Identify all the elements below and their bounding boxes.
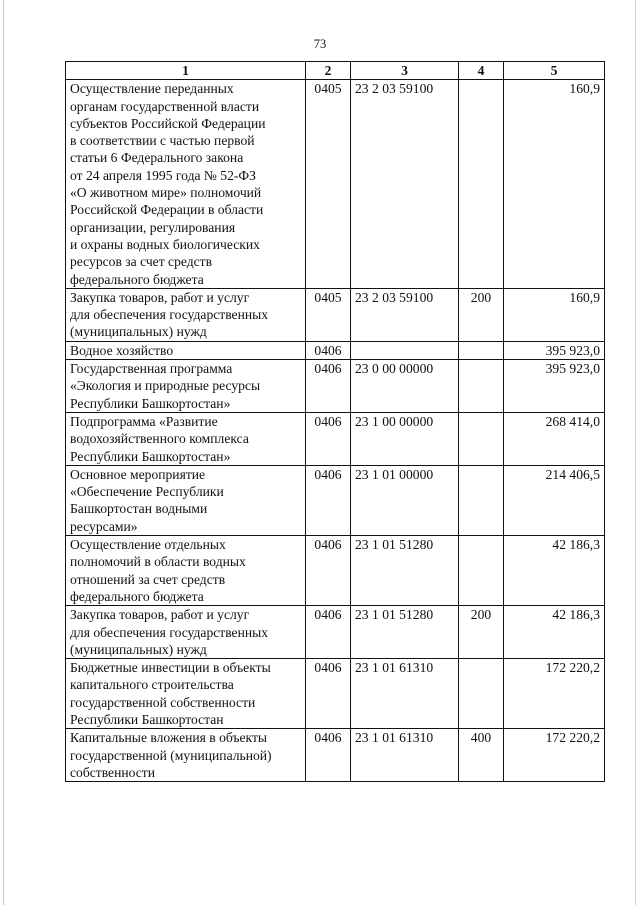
row-name-line: собственности [70,764,156,780]
header-col-name: 1 [66,62,306,80]
row-amount: 214 406,5 [504,465,605,535]
row-name-line: федерального бюджета [70,271,204,287]
row-name-line: капитального строительства [70,677,234,693]
row-name-line: ресурсами» [70,518,138,534]
row-name-line: Осуществление переданных [70,81,234,97]
row-name-line: Осуществление отдельных [70,537,226,553]
row-target-article: 23 1 01 61310 [351,659,459,729]
row-name-line: Закупка товаров, работ и услуг [70,607,250,623]
scan-edge-left [3,0,4,905]
table-row [66,360,605,413]
row-section-code: 0406 [306,412,351,465]
table-row [66,659,605,729]
row-name-line: Башкортостан водными [70,501,208,517]
table-row [66,80,605,289]
row-name-line: (муниципальных) нужд [70,324,207,340]
row-section-code: 0406 [306,536,351,606]
row-name-line: водохозяйственного комплекса [70,431,249,447]
row-name-line: «Обеспечение Республики [70,484,224,500]
row-section-code: 0405 [306,80,351,289]
row-name-line: полномочий в области водных [70,554,246,570]
row-target-article: 23 1 01 00000 [351,465,459,535]
row-expense-type: 200 [459,606,504,659]
page-number: 73 [313,37,327,51]
row-expense-type [459,465,504,535]
row-section-code: 0406 [306,360,351,413]
row-name-line: Республики Башкортостан» [70,448,231,464]
row-name-line: Капитальные вложения в объекты [70,730,268,746]
row-expense-type: 200 [459,288,504,341]
row-name-line: Республики Башкортостан [70,711,224,727]
row-target-article: 23 1 00 00000 [351,412,459,465]
row-amount: 268 414,0 [504,412,605,465]
row-name-line: «Экология и природные ресурсы [70,378,261,394]
row-name-line: от 24 апреля 1995 года № 52-ФЗ [70,167,256,183]
row-name-line: субъектов Российской Федерации [70,115,266,131]
row-name-line: федерального бюджета [70,588,204,604]
row-name-line: Государственная программа [70,361,233,377]
row-name-line: Республики Башкортостан» [70,395,231,411]
row-name [66,606,306,659]
row-section-code: 0406 [306,729,351,782]
budget-table [65,61,605,782]
header-col-section: 2 [306,62,351,80]
table-row [66,412,605,465]
row-expense-type [459,341,504,359]
row-name-line: органам государственной власти [70,98,260,114]
row-name [66,412,306,465]
header-col-amount: 5 [504,62,605,80]
row-section-code: 0406 [306,606,351,659]
row-name-line: и охраны водных биологических [70,236,260,252]
row-name-line: для обеспечения государственных [70,624,269,640]
row-name [66,80,306,289]
row-name [66,465,306,535]
row-section-code: 0406 [306,659,351,729]
row-target-article: 23 2 03 59100 [351,80,459,289]
row-name [66,288,306,341]
row-name-line: для обеспечения государственных [70,307,269,323]
row-target-article [351,341,459,359]
row-name-line: ресурсов за счет средств [70,254,213,270]
row-amount: 395 923,0 [504,360,605,413]
row-amount: 160,9 [504,288,605,341]
row-target-article: 23 1 01 51280 [351,536,459,606]
row-amount: 160,9 [504,80,605,289]
row-name [66,341,306,359]
table-row [66,465,605,535]
table-row [66,341,605,359]
table-row [66,536,605,606]
row-expense-type [459,659,504,729]
row-name-line: (муниципальных) нужд [70,641,207,657]
row-name-line: отношений за счет средств [70,571,226,587]
scan-edge-right [635,0,636,905]
row-expense-type [459,360,504,413]
row-name-line: Бюджетные инвестиции в объекты [70,660,271,676]
table-row [66,729,605,782]
row-amount: 172 220,2 [504,659,605,729]
row-name-line: в соответствии с частью первой [70,133,255,149]
row-name-line: государственной (муниципальной) [70,747,272,763]
row-expense-type [459,536,504,606]
row-name-line: Подпрограмма «Развитие [70,413,218,429]
row-name [66,659,306,729]
table-row [66,288,605,341]
row-section-code: 0406 [306,465,351,535]
row-amount: 42 186,3 [504,606,605,659]
row-expense-type: 400 [459,729,504,782]
row-amount: 42 186,3 [504,536,605,606]
row-section-code: 0405 [306,288,351,341]
row-name [66,729,306,782]
row-expense-type [459,80,504,289]
row-name-line: Российской Федерации в области [70,202,264,218]
row-amount: 172 220,2 [504,729,605,782]
header-row [66,62,605,80]
row-name-line: Закупка товаров, работ и услуг [70,289,250,305]
row-name [66,536,306,606]
table-row [66,606,605,659]
row-section-code: 0406 [306,341,351,359]
header-col-expense-type: 4 [459,62,504,80]
row-expense-type [459,412,504,465]
row-name-line: статьи 6 Федерального закона [70,150,244,166]
row-target-article: 23 1 01 51280 [351,606,459,659]
row-name-line: Основное мероприятие [70,466,206,482]
row-target-article: 23 1 01 61310 [351,729,459,782]
row-target-article: 23 2 03 59100 [351,288,459,341]
row-name-line: «О животном мире» полномочий [70,185,262,201]
row-amount: 395 923,0 [504,341,605,359]
row-name-line: организации, регулирования [70,219,236,235]
row-name [66,360,306,413]
row-target-article: 23 0 00 00000 [351,360,459,413]
row-name-line: государственной собственности [70,694,256,710]
header-col-target: 3 [351,62,459,80]
row-name-line: Водное хозяйство [70,342,174,358]
